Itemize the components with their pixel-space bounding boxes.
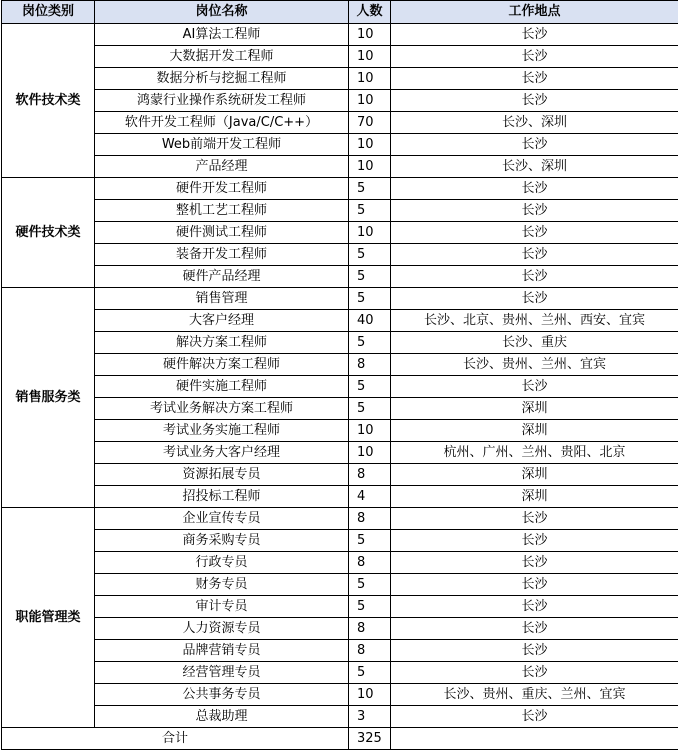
table-row [2,200,678,222]
category-cell: 销售服务类 [2,288,95,508]
total-row [2,728,678,750]
table-row [2,420,678,442]
position-name-cell: 人力资源专员 [95,618,349,640]
header-location: 工作地点 [391,1,678,24]
category-cell: 软件技术类 [2,24,95,178]
table-row [2,332,678,354]
headcount-cell: 10 [349,684,391,706]
table-row [2,618,678,640]
location-cell: 长沙 [391,530,678,552]
headcount-cell: 5 [349,662,391,684]
table-row [2,90,678,112]
headcount-cell: 8 [349,508,391,530]
location-cell: 长沙 [391,508,678,530]
position-name-cell: 硬件实施工程师 [95,376,349,398]
position-name-cell: 商务采购专员 [95,530,349,552]
position-name-cell: 数据分析与挖掘工程师 [95,68,349,90]
location-cell: 长沙 [391,266,678,288]
table-row [2,112,678,134]
recruitment-table [1,0,678,750]
headcount-cell: 5 [349,266,391,288]
location-cell: 深圳 [391,398,678,420]
table-row [2,486,678,508]
headcount-cell: 8 [349,640,391,662]
total-label: 合计 [2,728,349,750]
table-row [2,46,678,68]
position-name-cell: 软件开发工程师（Java/C/C++） [95,112,349,134]
headcount-cell: 8 [349,552,391,574]
location-cell: 长沙 [391,90,678,112]
table-row [2,706,678,728]
position-name-cell: 行政专员 [95,552,349,574]
location-cell: 杭州、广州、兰州、贵阳、北京 [391,442,678,464]
position-name-cell: 品牌营销专员 [95,640,349,662]
headcount-cell: 10 [349,24,391,46]
position-name-cell: 硬件产品经理 [95,266,349,288]
location-cell: 长沙 [391,662,678,684]
location-cell: 长沙 [391,288,678,310]
table-row [2,178,678,200]
location-cell: 长沙 [391,640,678,662]
headcount-cell: 8 [349,618,391,640]
table-row [2,222,678,244]
location-cell: 长沙、深圳 [391,112,678,134]
location-cell: 长沙、贵州、重庆、兰州、宜宾 [391,684,678,706]
position-name-cell: 公共事务专员 [95,684,349,706]
location-cell: 深圳 [391,486,678,508]
location-cell: 深圳 [391,464,678,486]
table-row [2,552,678,574]
location-cell: 长沙、贵州、兰州、宜宾 [391,354,678,376]
table-row [2,134,678,156]
headcount-cell: 5 [349,332,391,354]
table-row [2,530,678,552]
category-cell: 职能管理类 [2,508,95,728]
position-name-cell: 资源拓展专员 [95,464,349,486]
location-cell: 长沙 [391,244,678,266]
position-name-cell: 鸿蒙行业操作系统研发工程师 [95,90,349,112]
headcount-cell: 8 [349,464,391,486]
headcount-cell: 10 [349,442,391,464]
location-cell: 长沙 [391,596,678,618]
headcount-cell: 5 [349,376,391,398]
headcount-cell: 40 [349,310,391,332]
table-row [2,288,678,310]
position-name-cell: 大客户经理 [95,310,349,332]
headcount-cell: 8 [349,354,391,376]
total-location [391,728,678,750]
headcount-cell: 10 [349,134,391,156]
position-name-cell: 硬件解决方案工程师 [95,354,349,376]
position-name-cell: 企业宣传专员 [95,508,349,530]
headcount-cell: 5 [349,398,391,420]
headcount-cell: 5 [349,244,391,266]
table-row [2,684,678,706]
location-cell: 长沙 [391,24,678,46]
position-name-cell: 销售管理 [95,288,349,310]
position-name-cell: 硬件测试工程师 [95,222,349,244]
location-cell: 长沙 [391,618,678,640]
location-cell: 长沙、深圳 [391,156,678,178]
location-cell: 长沙 [391,706,678,728]
headcount-cell: 10 [349,222,391,244]
table-row [2,640,678,662]
headcount-cell: 10 [349,68,391,90]
table-row [2,310,678,332]
headcount-cell: 5 [349,178,391,200]
headcount-cell: 3 [349,706,391,728]
headcount-cell: 10 [349,90,391,112]
position-name-cell: 考试业务实施工程师 [95,420,349,442]
headcount-cell: 10 [349,46,391,68]
position-name-cell: 考试业务解决方案工程师 [95,398,349,420]
total-count: 325 [349,728,391,750]
headcount-cell: 10 [349,156,391,178]
position-name-cell: 装备开发工程师 [95,244,349,266]
table-row [2,574,678,596]
position-name-cell: Web前端开发工程师 [95,134,349,156]
position-name-cell: 审计专员 [95,596,349,618]
table-row [2,442,678,464]
table-row [2,662,678,684]
location-cell: 长沙、重庆 [391,332,678,354]
location-cell: 长沙 [391,178,678,200]
location-cell: 长沙 [391,222,678,244]
table-row [2,156,678,178]
table-row [2,508,678,530]
headcount-cell: 5 [349,596,391,618]
position-name-cell: 总裁助理 [95,706,349,728]
category-cell: 硬件技术类 [2,178,95,288]
header-position: 岗位名称 [95,1,349,24]
headcount-cell: 5 [349,200,391,222]
position-name-cell: 考试业务大客户经理 [95,442,349,464]
location-cell: 长沙 [391,552,678,574]
header-count: 人数 [349,1,391,24]
position-name-cell: 产品经理 [95,156,349,178]
location-cell: 长沙 [391,376,678,398]
position-name-cell: 经营管理专员 [95,662,349,684]
headcount-cell: 4 [349,486,391,508]
location-cell: 长沙 [391,46,678,68]
location-cell: 长沙、北京、贵州、兰州、西安、宜宾 [391,310,678,332]
table-body [2,24,678,728]
location-cell: 长沙 [391,574,678,596]
table-row [2,266,678,288]
headcount-cell: 70 [349,112,391,134]
location-cell: 长沙 [391,134,678,156]
table-row [2,376,678,398]
table-row [2,398,678,420]
table-row [2,68,678,90]
position-name-cell: 招投标工程师 [95,486,349,508]
header-category: 岗位类别 [2,1,95,24]
position-name-cell: 解决方案工程师 [95,332,349,354]
headcount-cell: 10 [349,420,391,442]
position-name-cell: 整机工艺工程师 [95,200,349,222]
headcount-cell: 5 [349,530,391,552]
location-cell: 深圳 [391,420,678,442]
position-name-cell: 硬件开发工程师 [95,178,349,200]
position-name-cell: 大数据开发工程师 [95,46,349,68]
table-row [2,464,678,486]
table-row [2,354,678,376]
headcount-cell: 5 [349,288,391,310]
position-name-cell: AI算法工程师 [95,24,349,46]
location-cell: 长沙 [391,200,678,222]
headcount-cell: 5 [349,574,391,596]
table-row [2,24,678,46]
table-row [2,244,678,266]
position-name-cell: 财务专员 [95,574,349,596]
header-row [2,1,678,24]
table-row [2,596,678,618]
location-cell: 长沙 [391,68,678,90]
